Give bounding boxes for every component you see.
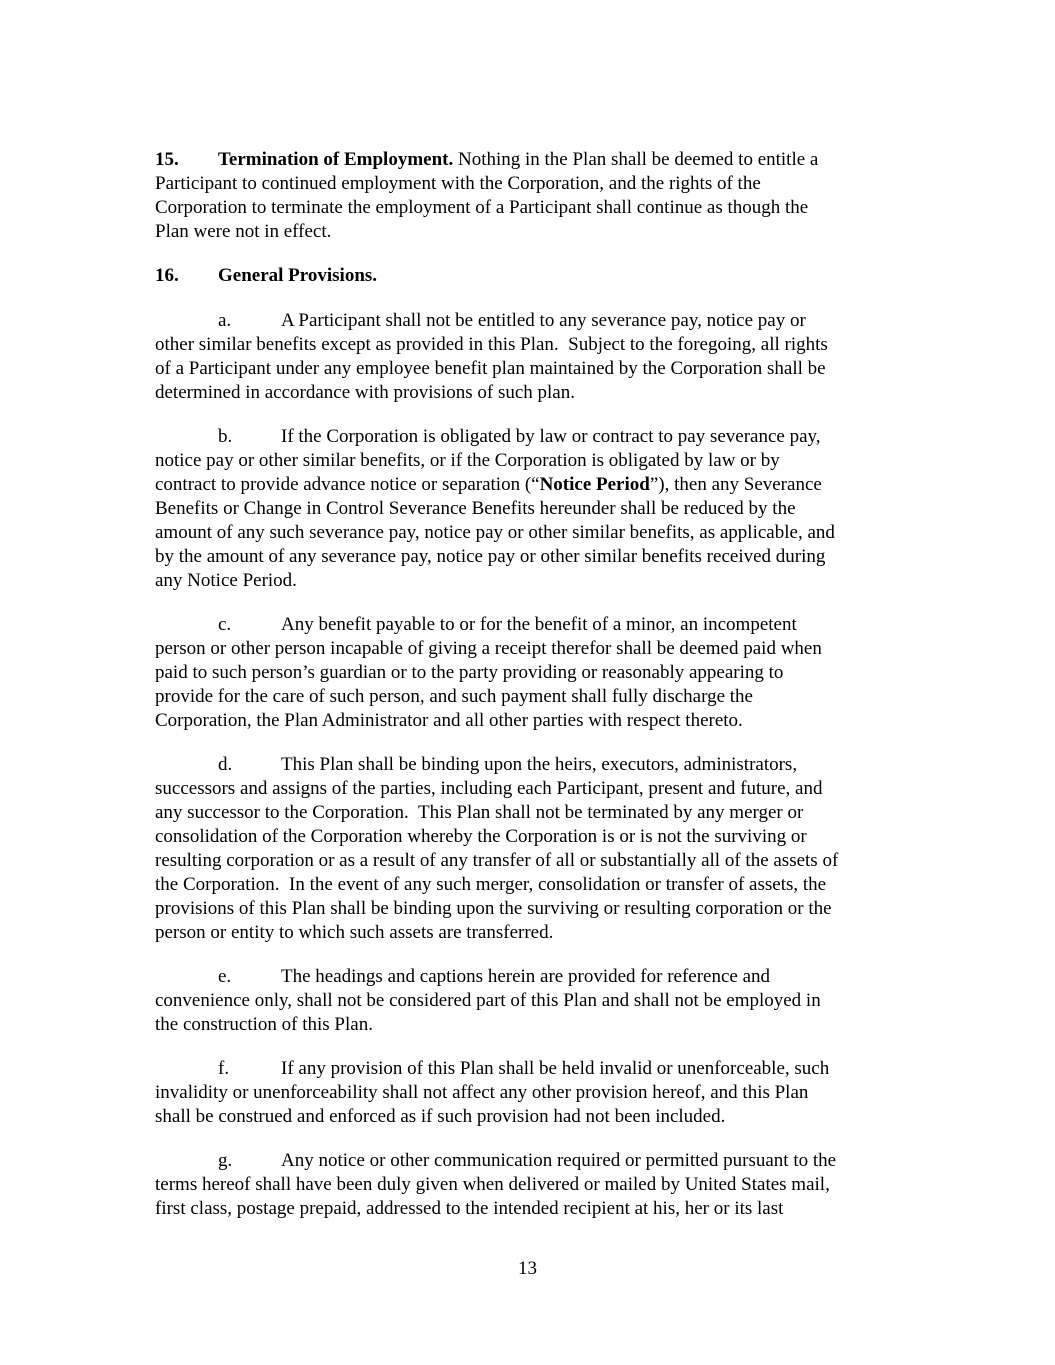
paragraph-line: any successor to the Corporation. This Plan shall not be terminated by any merger or: [155, 802, 804, 823]
paragraph-text: Any benefit payable to or for the benefit of a minor, an incompetent: [281, 614, 797, 635]
paragraph-line: provisions of this Plan shall be binding upon the surviving or resulting corporation or the: [155, 898, 832, 919]
section-number: 15.: [155, 149, 179, 170]
paragraph-text: If the Corporation is obligated by law or contract to pay severance pay,: [281, 426, 821, 447]
paragraph-line: Participant to continued employment with the Corporation, and the rights of the: [155, 173, 761, 194]
item-f-first-line: [155, 1057, 829, 1081]
paragraph-line: provide for the care of such person, and such payment shall fully discharge the: [155, 686, 753, 707]
paragraph-line: by the amount of any severance pay, notice pay or other similar benefits received during: [155, 546, 826, 567]
paragraph-text: A Participant shall not be entitled to any severance pay, notice pay or: [281, 310, 806, 331]
item-label: e.: [218, 966, 232, 987]
item-e-first-line: [155, 965, 770, 989]
paragraph-line: Corporation, the Plan Administrator and all other parties with respect thereto.: [155, 710, 743, 731]
paragraph-text: contract to provide advance notice or separation (“: [155, 474, 540, 495]
paragraph-line: invalidity or unenforceability shall not affect any other provision hereof, and this Plan: [155, 1082, 809, 1103]
page-number: 13: [518, 1258, 537, 1279]
paragraph-line: Plan were not in effect.: [155, 221, 332, 242]
paragraph-line: consolidation of the Corporation whereby the Corporation is or is not the surviving or: [155, 826, 807, 847]
paragraph-text: The headings and captions herein are provided for reference and: [281, 966, 771, 987]
item-label: c.: [218, 614, 232, 635]
paragraph-line: amount of any such severance pay, notice pay or other similar benefits, as applicable, and: [155, 522, 835, 543]
section-heading: Termination of Employment.: [218, 149, 454, 170]
paragraph-text: If any provision of this Plan shall be held invalid or unenforceable, such: [281, 1058, 830, 1079]
paragraph-line: paid to such person’s guardian or to the party providing or reasonably appearing to: [155, 662, 784, 683]
paragraph-line: convenience only, shall not be considered part of this Plan and shall not be employed in: [155, 990, 821, 1011]
paragraph-line: successors and assigns of the parties, including each Participant, present and future, and: [155, 778, 823, 799]
paragraph-line: any Notice Period.: [155, 570, 297, 591]
item-d-first-line: [155, 753, 797, 777]
section-number: 16.: [155, 265, 179, 286]
paragraph-line: the construction of this Plan.: [155, 1014, 373, 1035]
item-label: g.: [218, 1150, 233, 1171]
paragraph-line: resulting corporation or as a result of any transfer of all or substantially all of the assets of: [155, 850, 839, 871]
paragraph-line: person or other person incapable of giving a receipt therefor shall be deemed paid when: [155, 638, 822, 659]
paragraph-line-notice-period: [155, 473, 822, 497]
paragraph-line: Benefits or Change in Control Severance Benefits hereunder shall be reduced by the: [155, 498, 796, 519]
section-15-heading-line: [155, 148, 818, 172]
paragraph-line: the Corporation. In the event of any such merger, consolidation or transfer of assets, the: [155, 874, 827, 895]
item-g-first-line: [155, 1149, 836, 1173]
paragraph-line: Corporation to terminate the employment of a Participant shall continue as though the: [155, 197, 809, 218]
defined-term: Notice Period: [539, 474, 650, 495]
paragraph-line: terms hereof shall have been duly given when delivered or mailed by United States mail,: [155, 1174, 830, 1195]
section-heading: General Provisions.: [218, 265, 378, 286]
paragraph-text: This Plan shall be binding upon the heirs, executors, administrators,: [281, 754, 798, 775]
paragraph-text: Any notice or other communication required or permitted pursuant to the: [281, 1150, 837, 1171]
item-label: d.: [218, 754, 233, 775]
paragraph-line: other similar benefits except as provided in this Plan. Subject to the foregoing, all rights: [155, 334, 828, 355]
item-c-first-line: [155, 613, 797, 637]
item-label: a.: [218, 310, 232, 331]
section-16-heading-line: [155, 264, 377, 288]
item-b-first-line: [155, 425, 821, 449]
paragraph-text: Nothing in the Plan shall be deemed to entitle a: [453, 149, 819, 170]
item-label: b.: [218, 426, 233, 447]
paragraph-line: determined in accordance with provisions of such plan.: [155, 382, 575, 403]
paragraph-line: of a Participant under any employee benefit plan maintained by the Corporation shall be: [155, 358, 826, 379]
item-a-first-line: [155, 309, 806, 333]
paragraph-text: ”), then any Severance: [649, 474, 822, 495]
paragraph-line: notice pay or other similar benefits, or if the Corporation is obligated by law or by: [155, 450, 780, 471]
item-label: f.: [218, 1058, 230, 1079]
paragraph-line: person or entity to which such assets are transferred.: [155, 922, 554, 943]
paragraph-line: first class, postage prepaid, addressed to the intended recipient at his, her or its last: [155, 1198, 784, 1219]
paragraph-line: shall be construed and enforced as if such provision had not been included.: [155, 1106, 726, 1127]
